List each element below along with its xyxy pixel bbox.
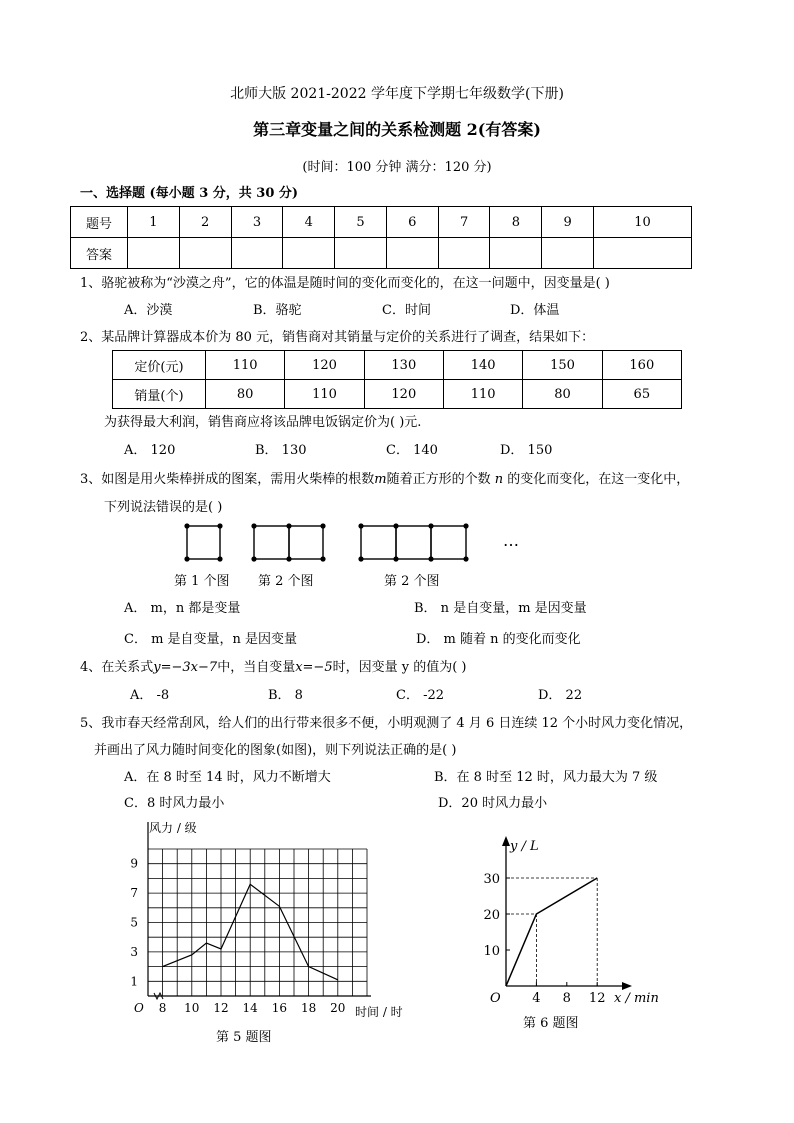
x-tick-label: 8	[158, 1001, 167, 1015]
answer-cell[interactable]	[231, 238, 283, 269]
x-axis-arrow	[622, 982, 632, 990]
q1-text: 1、骆驼被称为“沙漠之舟”，它的体温是随时间的变化而变化的，在这一问题中，因变量是( )	[80, 276, 610, 291]
chart-grid	[148, 849, 367, 996]
answer-table-label: 题号	[71, 207, 128, 238]
matchstick-dot	[463, 556, 468, 561]
q3-option: D． m 随着 n 的变化而变化	[416, 632, 581, 647]
q5-option: D．20 时风力最小	[438, 796, 548, 811]
q3-option: C． m 是自变量，n 是因变量	[124, 632, 298, 647]
matchstick-dot	[217, 523, 222, 528]
q3-option: B． n 是自变量，m 是因变量	[414, 601, 587, 616]
y-axis-label: 风力 / 级	[149, 821, 197, 835]
matchstick-dot	[286, 523, 291, 528]
y-axis-arrow	[502, 836, 510, 846]
matchstick-dot	[358, 523, 363, 528]
matchstick-dot	[393, 556, 398, 561]
answer-cell[interactable]	[179, 238, 231, 269]
x-tick-label: 12	[213, 1001, 229, 1015]
price-cell: 120	[285, 351, 364, 380]
price-row-label: 定价(元)	[113, 351, 206, 380]
section-title: 一、选择题 (每小题 3 分，共 30 分)	[80, 186, 299, 201]
q5-line1: 5、我市春天经常刮风，给人们的出行带来很多不便，小明观测了 4 月 6 日连续 12 个小时风力变化情况，	[80, 716, 693, 731]
q5-option: B．在 8 时至 12 时，风力最大为 7 级	[434, 770, 658, 785]
matchstick-square	[289, 526, 323, 559]
ellipsis: …	[503, 531, 519, 550]
y-tick-label: 5	[130, 915, 138, 930]
answer-number: 5	[335, 207, 387, 238]
x-tick-label: 14	[242, 1001, 258, 1015]
y-axis-label: y / L	[510, 839, 539, 854]
q2-option: D． 150	[500, 443, 553, 458]
q1-option: D．体温	[510, 303, 560, 318]
chart1-title: 第 5 题图	[216, 1030, 272, 1045]
matchstick-dot	[251, 556, 256, 561]
answer-cell[interactable]	[490, 238, 542, 269]
matchstick-square	[361, 526, 396, 559]
sales-cell: 80	[523, 380, 602, 409]
q5-line2: 并画出了风力随时间变化的图象(如图)，则下列说法正确的是( )	[94, 743, 457, 758]
answer-table	[70, 206, 692, 269]
x-tick-label: 16	[271, 1001, 288, 1015]
matchstick-square	[396, 526, 431, 559]
q2-option: B． 130	[255, 443, 307, 458]
answer-number: 4	[283, 207, 335, 238]
volume-chart	[476, 832, 676, 1017]
matchstick-dot	[217, 556, 222, 561]
sales-cell: 110	[285, 380, 364, 409]
volume-series-line	[506, 878, 597, 986]
answer-table-label: 答案	[71, 238, 128, 269]
time-info: (时间：100 分钟 满分：120 分)	[302, 160, 492, 175]
sales-row-label: 销量(个)	[113, 380, 206, 409]
answer-number: 9	[542, 207, 594, 238]
origin-label: O	[490, 991, 501, 1006]
matchstick-dot	[286, 556, 291, 561]
answer-cell[interactable]	[335, 238, 387, 269]
axis-break-mark	[154, 993, 163, 999]
matchstick-dot	[463, 523, 468, 528]
matchstick-dot	[251, 523, 256, 528]
q3-line2: 下列说法错误的是( )	[104, 500, 223, 515]
x-tick-label: 20	[330, 1001, 346, 1015]
answer-number: 2	[179, 207, 231, 238]
answer-cell[interactable]	[594, 238, 692, 269]
q4-option: A． -8	[130, 688, 170, 703]
fig-label: 第 2 个图	[384, 574, 440, 589]
answer-cell[interactable]	[283, 238, 335, 269]
q4-text-c: 时，因变量 y 的值为( )	[332, 660, 467, 675]
x-tick-label: 10	[184, 1001, 200, 1015]
q2-follow: 为获得最大利润，销售商应将该品牌电饭锅定价为( )元.	[104, 415, 422, 430]
x-tick-label: 8	[562, 991, 571, 1006]
q1-option: B．骆驼	[253, 303, 302, 318]
answer-number: 10	[594, 207, 692, 238]
origin-label: O	[134, 1001, 144, 1015]
chart2-title: 第 6 题图	[523, 1016, 579, 1031]
matchstick-square	[431, 526, 466, 559]
q1-option: C．时间	[382, 303, 431, 318]
q4-xval: x=−5	[295, 660, 333, 675]
q3-var-n: n	[494, 472, 504, 487]
answer-cell[interactable]	[438, 238, 490, 269]
answer-number: 3	[231, 207, 283, 238]
y-tick-label: 7	[130, 886, 138, 901]
y-tick-label: 9	[130, 856, 138, 871]
wind-chart	[120, 818, 420, 1018]
q2-text: 2、某品牌计算器成本价为 80 元，销售商对其销量与定价的关系进行了调查，结果如下：	[80, 330, 595, 345]
price-sales-table	[112, 350, 682, 409]
matchstick-dot	[393, 523, 398, 528]
answer-cell[interactable]	[542, 238, 594, 269]
matchstick-dot	[184, 523, 189, 528]
x-tick-label: 18	[300, 1001, 317, 1015]
q3-option: A． m，n 都是变量	[124, 601, 241, 616]
q4-option: D． 22	[538, 688, 583, 703]
x-tick-label: 12	[588, 991, 606, 1006]
q4-option: C． -22	[396, 688, 445, 703]
answer-cell[interactable]	[128, 238, 180, 269]
matchstick-dot	[428, 523, 433, 528]
doc-title: 北师大版 2021-2022 学年度下学期七年级数学(下册)	[230, 86, 564, 102]
q4-text-a: 4、在关系式	[80, 660, 154, 675]
doc-subtitle: 第三章变量之间的关系检测题 2(有答案)	[253, 120, 541, 139]
x-tick-label: 4	[532, 991, 541, 1006]
q3-var-m: m	[374, 472, 387, 487]
price-cell: 110	[206, 351, 285, 380]
price-cell: 130	[364, 351, 443, 380]
matchstick-dot	[184, 556, 189, 561]
q5-option: C．8 时风力最小	[124, 796, 225, 811]
answer-number: 8	[490, 207, 542, 238]
answer-cell[interactable]	[386, 238, 438, 269]
price-cell: 160	[602, 351, 681, 380]
y-tick-label: 1	[130, 974, 138, 989]
price-cell: 140	[443, 351, 522, 380]
fig-label: 第 2 个图	[258, 574, 314, 589]
q4-text	[80, 656, 466, 675]
q1-option: A．沙漠	[124, 303, 173, 318]
chart-guides	[506, 878, 597, 986]
matchstick-dot	[320, 523, 325, 528]
sales-cell: 65	[602, 380, 681, 409]
y-tick-label: 30	[483, 872, 500, 887]
q4-formula: y=−3x−7	[153, 660, 218, 675]
q5-option: A．在 8 时至 14 时，风力不断增大	[124, 770, 331, 785]
q4-option: B． 8	[268, 688, 303, 703]
y-tick-label: 10	[483, 944, 500, 959]
sales-cell: 110	[443, 380, 522, 409]
x-axis-label: x / min	[614, 991, 659, 1006]
matchstick-dot	[358, 556, 363, 561]
q2-option: A． 120	[124, 443, 176, 458]
matchstick-dot	[428, 556, 433, 561]
answer-number: 6	[386, 207, 438, 238]
chart-axes	[502, 836, 632, 990]
matchstick-square	[254, 526, 289, 559]
y-tick-label: 20	[483, 908, 500, 923]
answer-number: 1	[128, 207, 180, 238]
matchstick-dot	[320, 556, 325, 561]
q3-text-b: 随着正方形的个数	[386, 472, 491, 487]
q2-option: C． 140	[386, 443, 438, 458]
price-cell: 150	[523, 351, 602, 380]
fig-label: 第 1 个图	[174, 574, 230, 589]
sales-cell: 80	[206, 380, 285, 409]
q3-line1	[80, 468, 689, 487]
answer-number: 7	[438, 207, 490, 238]
sales-cell: 120	[364, 380, 443, 409]
q3-text-c: 的变化而变化，在这一变化中，	[507, 472, 690, 487]
q3-text-a: 3、如图是用火柴棒拼成的图案，需用火柴棒的根数	[80, 472, 375, 487]
q4-text-b: 中，当自变量	[217, 660, 296, 675]
x-axis-label: 时间 / 时	[355, 1005, 403, 1018]
matchstick-square	[187, 526, 220, 559]
y-tick-label: 3	[130, 944, 138, 959]
